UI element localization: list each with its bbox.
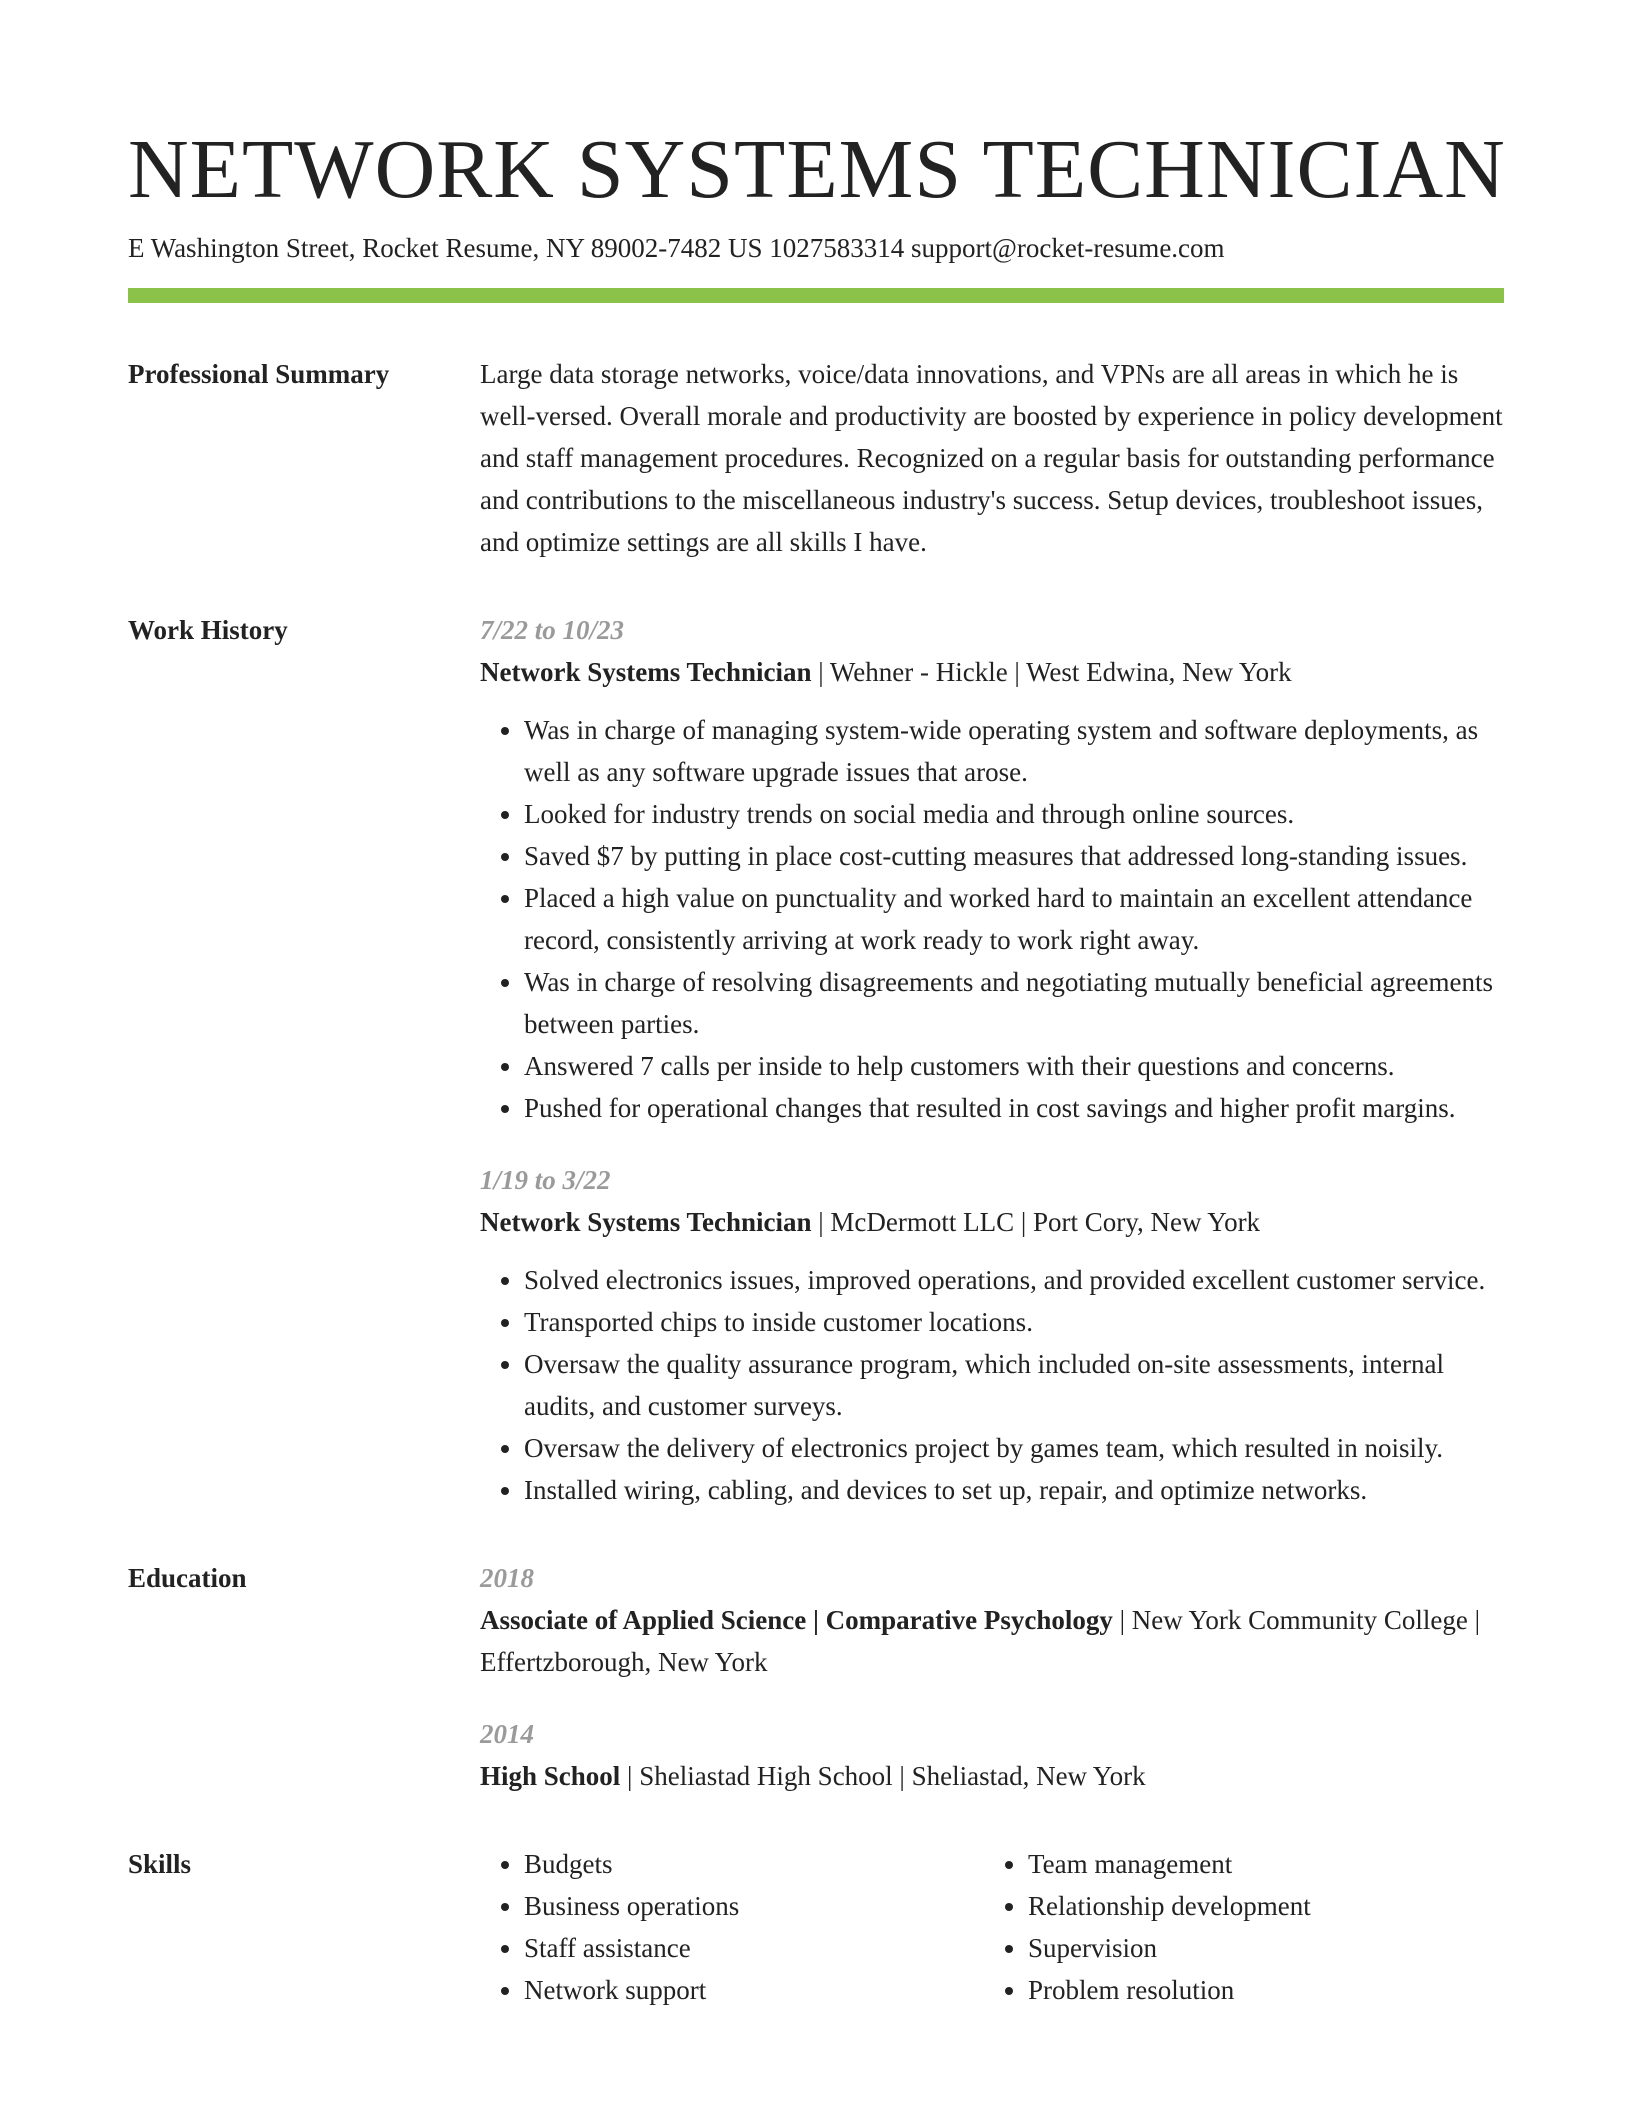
candidate-name: NETWORK SYSTEMS TECHNICIAN [128, 123, 1506, 216]
skill-item: • Relationship development [1028, 1885, 1488, 1927]
section-label: Skills [128, 1849, 192, 1879]
skills-list-left [480, 1843, 984, 2011]
job-title: Network Systems Technician [480, 657, 812, 687]
list-item: • Oversaw the quality assurance program, which included on-site assessments, internal audits, and customer surveys. [524, 1343, 1504, 1427]
list-item: • Installed wiring, cabling, and devices to set up, repair, and optimize networks. [524, 1469, 1504, 1511]
education-details: | Sheliastad High School | Sheliastad, New York [620, 1761, 1146, 1791]
education-year: 2018 [480, 1563, 534, 1593]
education-degree: Associate of Applied Science | Comparative Psychology [480, 1605, 1113, 1635]
section-work-history [128, 609, 1504, 1511]
skill-item: • Budgets [524, 1843, 984, 1885]
job-entry [480, 1159, 1504, 1511]
list-item: • Was in charge of managing system-wide operating system and software deployments, as well as any software upgrade issues that arose. [524, 709, 1504, 793]
section-label: Professional Summary [128, 359, 390, 389]
skill-item: • Problem resolution [1028, 1969, 1488, 2011]
section-education [128, 1557, 1504, 1797]
section-summary [128, 353, 1504, 563]
job-bullets [480, 709, 1504, 1129]
list-item: • Placed a high value on punctuality and worked hard to maintain an excellent attendance record, consistently arriving at work ready to work right away. [524, 877, 1504, 961]
list-item: • Answered 7 calls per inside to help customers with their questions and concerns. [524, 1045, 1504, 1087]
job-dates: 7/22 to 10/23 [480, 615, 625, 645]
education-year: 2014 [480, 1719, 534, 1749]
skill-item: • Staff assistance [524, 1927, 984, 1969]
job-dates: 1/19 to 3/22 [480, 1165, 611, 1195]
list-item: • Oversaw the delivery of electronics project by games team, which resulted in noisily. [524, 1427, 1504, 1469]
job-details: | Wehner - Hickle | West Edwina, New York [811, 657, 1292, 687]
list-item: • Was in charge of resolving disagreements and negotiating mutually beneficial agreements between parties. [524, 961, 1504, 1045]
skill-item: • Team management [1028, 1843, 1488, 1885]
education-details: | New York Community College | Effertzborough, New York [480, 1605, 1480, 1677]
education-degree: High School [480, 1761, 621, 1791]
skill-item: • Network support [524, 1969, 984, 2011]
list-item: • Saved $7 by putting in place cost-cutting measures that addressed long-standing issues. [524, 835, 1504, 877]
education-entry [480, 1557, 1504, 1683]
list-item: • Transported chips to inside customer locations. [524, 1301, 1504, 1343]
job-bullets [480, 1259, 1504, 1511]
section-label: Education [128, 1563, 247, 1593]
job-heading [480, 1201, 1504, 1243]
job-title: Network Systems Technician [480, 1207, 812, 1237]
skills-columns [480, 1843, 1504, 2011]
header-divider [128, 288, 1504, 303]
job-entry [480, 609, 1504, 1129]
list-item: • Looked for industry trends on social media and through online sources. [524, 793, 1504, 835]
list-item: • Solved electronics issues, improved operations, and provided excellent customer service. [524, 1259, 1504, 1301]
section-label: Work History [128, 615, 288, 645]
list-item: • Pushed for operational changes that resulted in cost savings and higher profit margins. [524, 1087, 1504, 1129]
skill-item: • Business operations [524, 1885, 984, 1927]
contact-info: E Washington Street, Rocket Resume, NY 89002-7482 US 1027583314 support@rocket-resume.com [128, 233, 1225, 263]
education-entry [480, 1713, 1504, 1797]
job-heading [480, 651, 1504, 693]
section-skills [128, 1843, 1504, 2011]
resume-page [128, 120, 1504, 2011]
job-details: | McDermott LLC | Port Cory, New York [811, 1207, 1261, 1237]
education-heading [480, 1755, 1504, 1797]
summary-text: Large data storage networks, voice/data innovations, and VPNs are all areas in which he is well-versed. Overall morale and productivity are boosted by experience in policy development and staff management procedures. Recognized on a regular basis for outstanding performance and contributions to the miscellaneous industry's success. Setup devices, troubleshoot issues, and optimize settings are all skills I have. [480, 359, 1503, 557]
skills-list-right [984, 1843, 1488, 2011]
skill-item: • Supervision [1028, 1927, 1488, 1969]
education-heading [480, 1599, 1504, 1683]
